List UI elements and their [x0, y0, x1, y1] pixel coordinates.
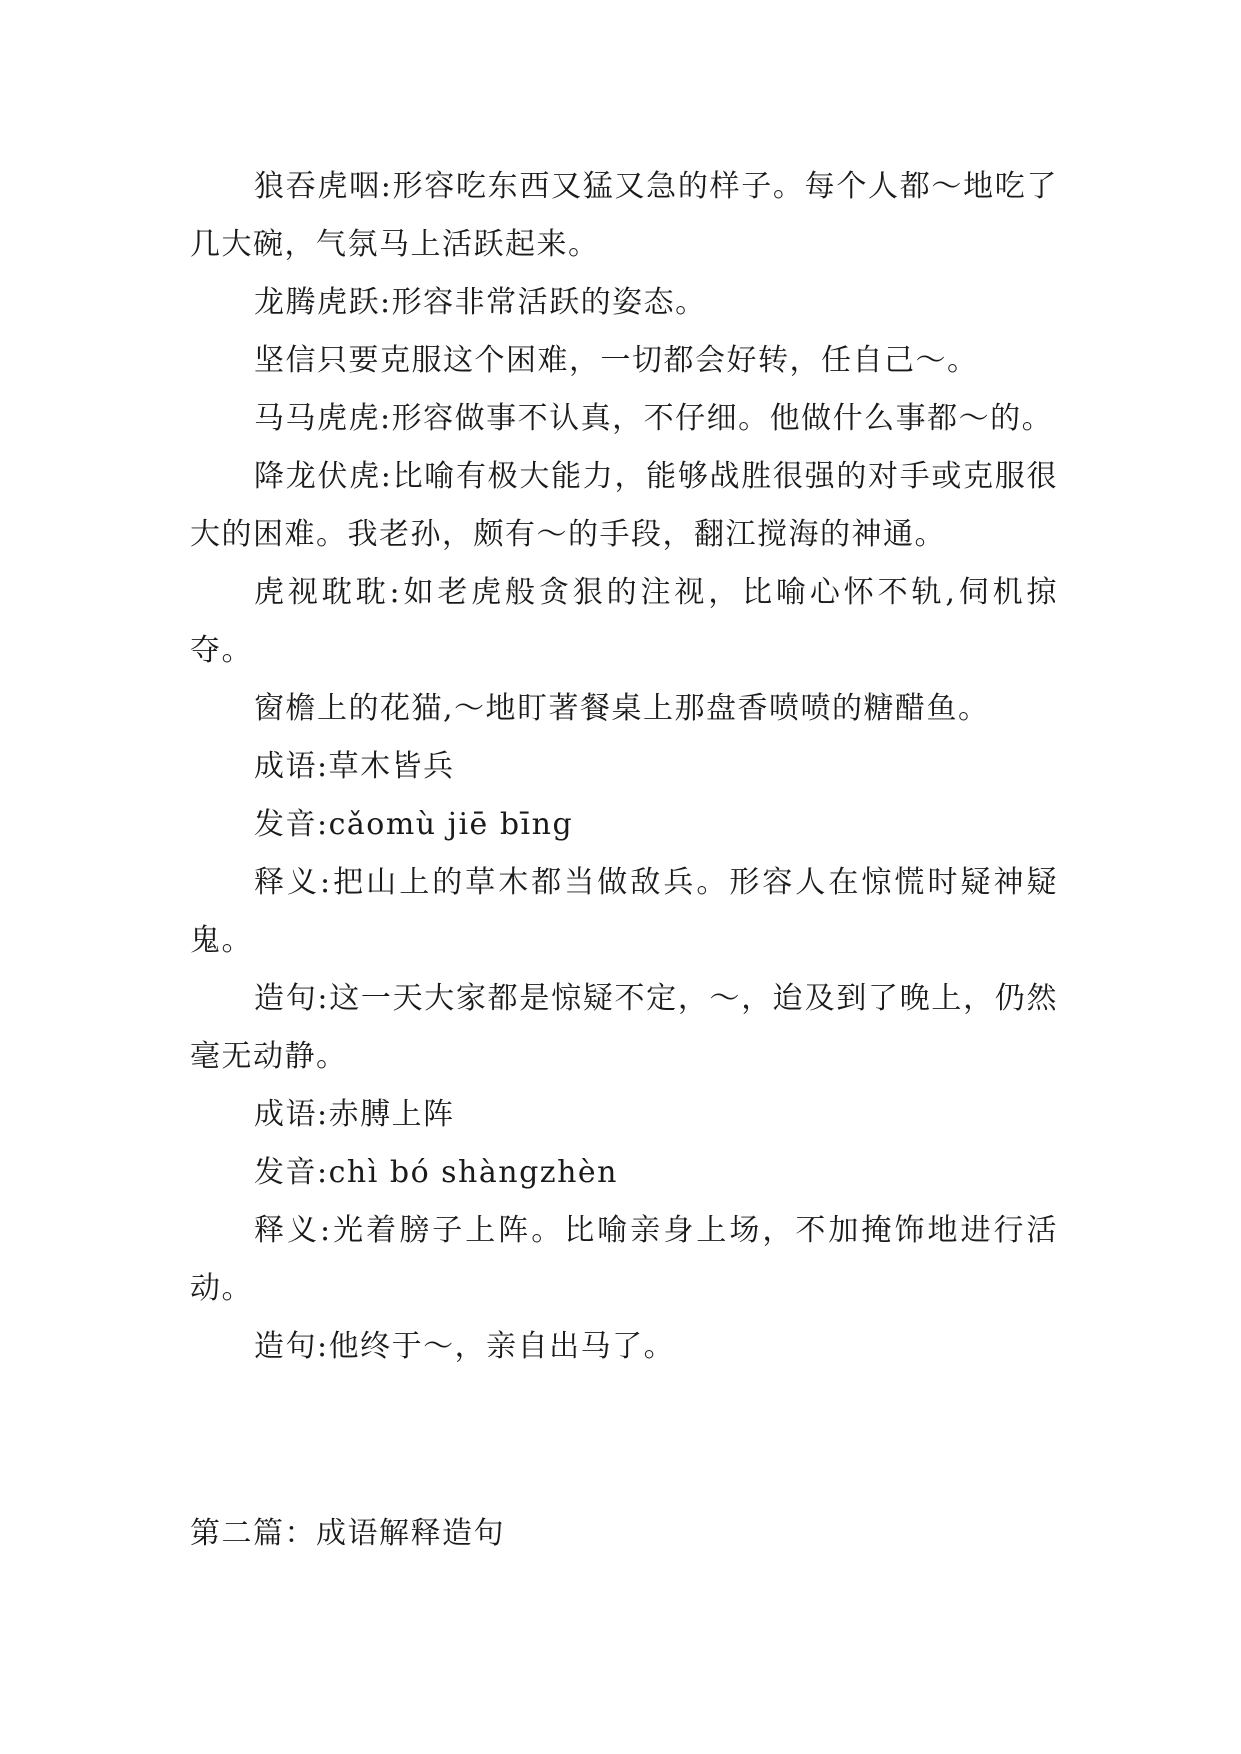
paragraph-definition: 释义:把山上的草木都当做敌兵。形容人在惊慌时疑神疑鬼。: [190, 865, 1058, 958]
paragraph-longteng-huyue: 龙腾虎跃:形容非常活跃的姿态。: [254, 285, 707, 320]
paragraph-xianglong-fuhu: 降龙伏虎:比喻有极大能力，能够战胜很强的对手或克服很大的困难。我老孙，颇有～的手段，翻江搅海的神通。: [190, 459, 1058, 552]
paragraph-idiom-label: 成语:草木皆兵: [254, 749, 455, 784]
paragraph-example-sentence: 坚信只要克服这个困难，一切都会好转，任自己～。: [254, 343, 979, 378]
paragraph-definition: 释义:光着膀子上阵。比喻亲身上场，不加掩饰地进行活动。: [190, 1213, 1058, 1306]
document-body: [190, 158, 1058, 1376]
paragraph-example-sentence: 造句:他终于～，亲自出马了。: [254, 1329, 676, 1364]
section-heading: 第二篇：成语解释造句: [190, 1516, 505, 1551]
paragraph-langtun-huyan: 狼吞虎咽:形容吃东西又猛又急的样子。每个人都～地吃了几大碗，气氛马上活跃起来。: [190, 169, 1058, 262]
paragraph-example-sentence: 窗檐上的花猫,～地盯著餐桌上那盘香喷喷的糖醋鱼。: [254, 691, 990, 726]
paragraph-mama-huhu: 马马虎虎:形容做事不认真，不仔细。他做什么事都～的。: [254, 401, 1054, 436]
paragraph-pronunciation: 发音:chì bó shàngzhèn: [254, 1155, 618, 1190]
paragraph-example-sentence: 造句:这一天大家都是惊疑不定，～，迨及到了晚上，仍然毫无动静。: [190, 981, 1058, 1074]
paragraph-pronunciation: 发音:cǎomù jiē bīng: [254, 807, 574, 842]
paragraph-idiom-label: 成语:赤膊上阵: [254, 1097, 455, 1132]
paragraph-hushi-dandan: 虎视耽耽:如老虎般贪狠的注视，比喻心怀不轨,伺机掠夺。: [190, 575, 1058, 668]
